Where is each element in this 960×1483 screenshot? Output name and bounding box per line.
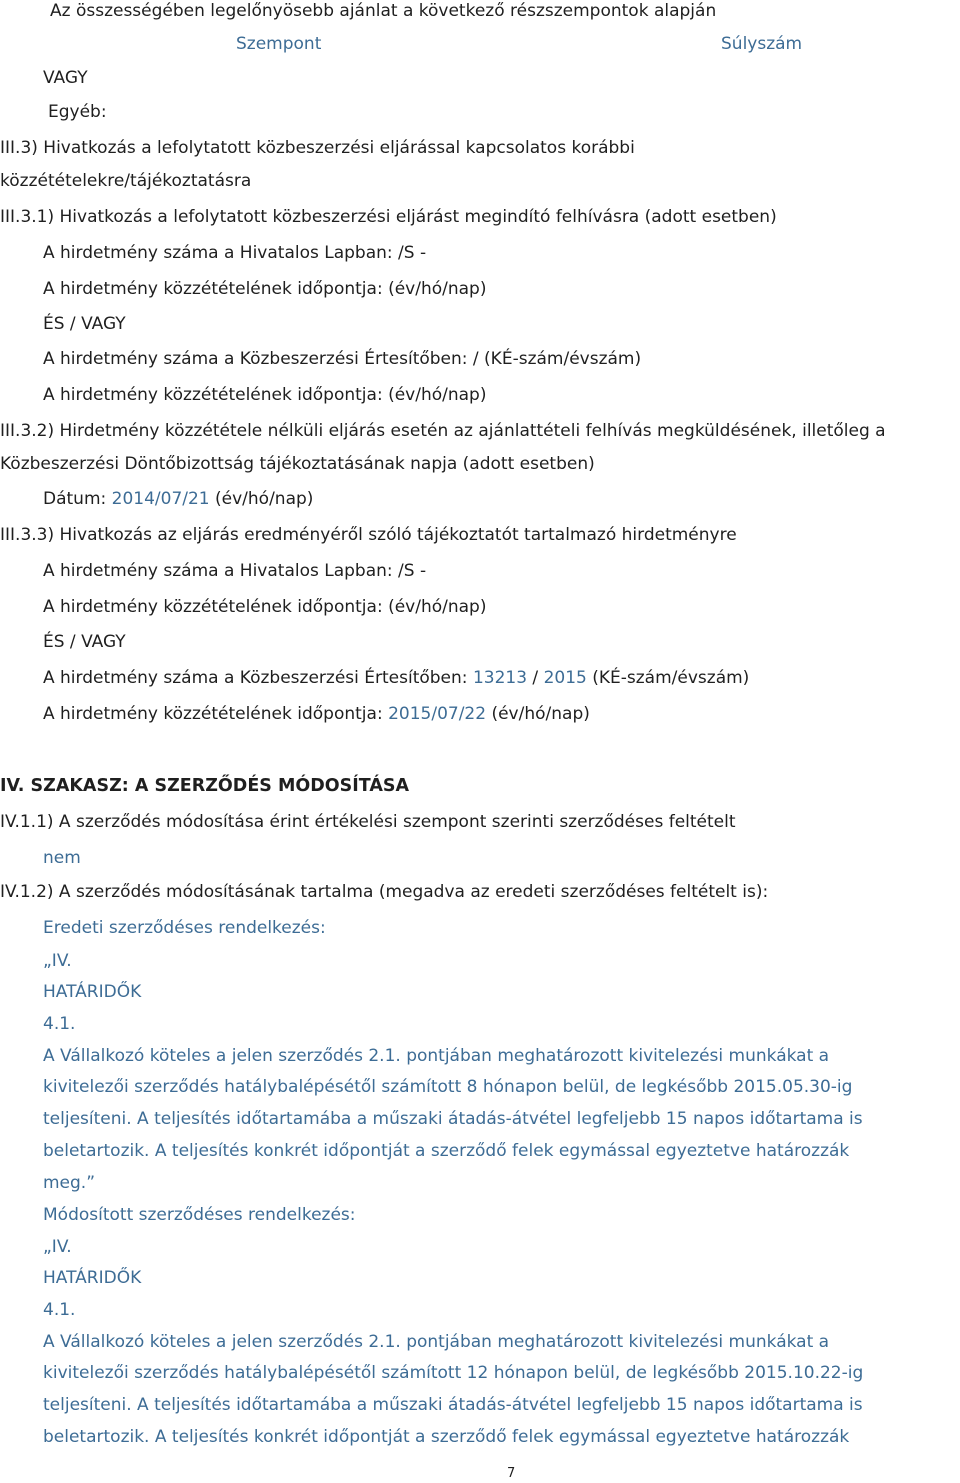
section-iv-title: IV. SZAKASZ: A SZERZŐDÉS MÓDOSÍTÁSA (0, 776, 410, 796)
section-iii32-line1: III.3.2) Hirdetmény közzététele nélküli eljárás esetén az ajánlattételi felhívás megküldésének, illetőleg a (0, 421, 886, 441)
datum-value: 2014/07/21 (111, 489, 210, 509)
es-vagy-label-2: ÉS / VAGY (43, 632, 126, 652)
publication-date-line-3: A hirdetmény közzétételének időpontja: (év/hó/nap) (43, 597, 487, 617)
original-provision-label: Eredeti szerződéses rendelkezés: (43, 918, 326, 938)
original-paragraph-line-4: beletartozik. A teljesítés konkrét időpontját a szerződő felek egymással egyeztetve határozzák (43, 1141, 850, 1161)
vagy-label: VAGY (43, 68, 88, 88)
section-iii31-heading: III.3.1) Hivatkozás a lefolytatott közbeszerzési eljárást megindító felhívásra (adott esetben) (0, 207, 777, 227)
modified-provision-label: Módosított szerződéses rendelkezés: (43, 1205, 356, 1225)
original-paragraph-line-1: A Vállalkozó köteles a jelen szerződés 2.1. pontjában meghatározott kivitelezési munkákat a (43, 1046, 830, 1066)
ke-unit: (KÉ-szám/évszám) (586, 668, 750, 688)
hl-number-line-2: A hirdetmény száma a Hivatalos Lapban: /S - (43, 561, 427, 581)
publication-date-line-4 (43, 703, 590, 725)
section-iii3-line2: közzétételekre/tájékoztatásra (0, 171, 252, 191)
datum-unit: (év/hó/nap) (209, 489, 314, 509)
sulyszam-header: Súlyszám (721, 34, 803, 54)
ke-slash: / (527, 668, 544, 688)
section-iii33-heading: III.3.3) Hivatkozás az eljárás eredményéről szóló tájékoztatót tartalmazó hirdetményre (0, 525, 737, 545)
es-vagy-label-1: ÉS / VAGY (43, 314, 126, 334)
modified-paragraph-line-3: teljesíteni. A teljesítés időtartamába a műszaki átadás-átvétel legfeljebb 15 napos időtartama is (43, 1395, 863, 1415)
nem-value: nem (43, 848, 81, 868)
datum-line (43, 488, 313, 510)
ido4-label: A hirdetmény közzétételének időpontja: (43, 704, 389, 724)
szempont-header: Szempont (236, 34, 322, 54)
original-paragraph-line-5: meg.” (43, 1173, 96, 1193)
ido4-value: 2015/07/22 (388, 704, 487, 724)
section-iii32-line2: Közbeszerzési Döntőbizottság tájékoztatásának napja (adott esetben) (0, 454, 595, 474)
ke-year-value: 2015 (543, 668, 587, 688)
egyeb-label: Egyéb: (48, 102, 107, 122)
modified-iv: „IV. (43, 1237, 72, 1257)
ke-label: A hirdetmény száma a Közbeszerzési Értesítőben: (43, 668, 473, 688)
modified-paragraph-line-1: A Vállalkozó köteles a jelen szerződés 2.1. pontjában meghatározott kivitelezési munkákat a (43, 1332, 830, 1352)
original-paragraph-line-2: kivitelezői szerződés hatálybalépésétől számított 8 hónapon belül, de legkésőbb 2015.05.30-ig (43, 1077, 853, 1097)
section-iii3-line1: III.3) Hivatkozás a lefolytatott közbeszerzési eljárással kapcsolatos korábbi (0, 138, 635, 158)
ke-number-line-2 (43, 667, 749, 689)
ke-number-line-1: A hirdetmény száma a Közbeszerzési Értesítőben: / (KÉ-szám/évszám) (43, 349, 642, 369)
publication-date-line-2: A hirdetmény közzétételének időpontja: (év/hó/nap) (43, 385, 487, 405)
section-iv12-heading: IV.1.2) A szerződés módosításának tartalma (megadva az eredeti szerződéses feltételt is): (0, 882, 769, 902)
page-number: 7 (507, 1466, 516, 1481)
modified-41: 4.1. (43, 1300, 76, 1320)
modified-paragraph-line-4: beletartozik. A teljesítés konkrét időpontját a szerződő felek egymással egyeztetve határozzák (43, 1427, 850, 1447)
ke-number-value: 13213 (472, 668, 528, 688)
modified-hataridok: HATÁRIDŐK (43, 1268, 142, 1288)
datum-label: Dátum: (43, 489, 112, 509)
publication-date-line-1: A hirdetmény közzétételének időpontja: (év/hó/nap) (43, 279, 487, 299)
original-paragraph-line-3: teljesíteni. A teljesítés időtartamába a műszaki átadás-átvétel legfeljebb 15 napos időtartama is (43, 1109, 863, 1129)
ido4-unit: (év/hó/nap) (486, 704, 590, 724)
modified-paragraph-line-2: kivitelezői szerződés hatálybalépésétől számított 12 hónapon belül, de legkésőbb 2015.10.22-ig (43, 1363, 864, 1383)
award-criteria-line: Az összességében legelőnyösebb ajánlat a következő részszempontok alapján (50, 1, 717, 21)
original-iv: „IV. (43, 951, 72, 971)
original-hataridok: HATÁRIDŐK (43, 982, 142, 1002)
original-41: 4.1. (43, 1014, 76, 1034)
hl-number-line-1: A hirdetmény száma a Hivatalos Lapban: /S - (43, 243, 427, 263)
section-iv11-heading: IV.1.1) A szerződés módosítása érint értékelési szempont szerinti szerződéses feltételt (0, 812, 736, 832)
